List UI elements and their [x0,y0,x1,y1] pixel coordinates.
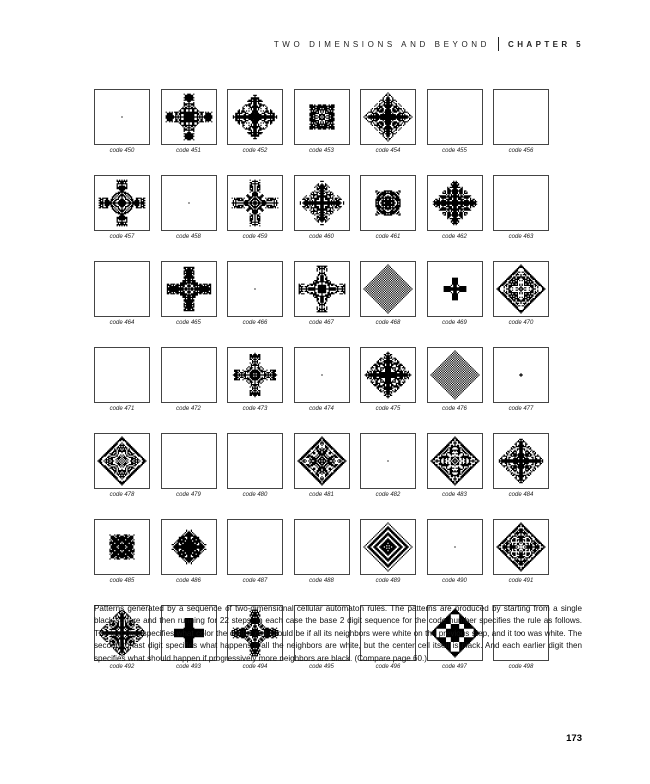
pattern-code-label: code 483 [442,492,467,498]
pattern-image [361,348,415,402]
pattern-image [295,90,349,144]
pattern-frame [94,519,150,575]
pattern-cell [427,347,483,413]
pattern-code-label: code 467 [309,320,334,326]
pattern-frame [161,519,217,575]
pattern-cell [360,175,416,241]
pattern-image [494,348,548,402]
pattern-cell [227,519,283,585]
pattern-frame [427,519,483,575]
pattern-image [228,262,282,316]
pattern-code-label: code 481 [309,492,334,498]
pattern-cell [294,519,350,585]
pattern-image [162,520,216,574]
pattern-code-label: code 461 [375,234,401,240]
pattern-frame [161,433,217,489]
pattern-frame [493,433,549,489]
pattern-frame [294,433,350,489]
pattern-code-label: code 452 [242,148,268,154]
pattern-code-label: code 450 [109,148,135,154]
pattern-code-label: code 482 [375,492,401,498]
pattern-cell [161,89,217,155]
pattern-cell [94,519,150,585]
pattern-grid [94,89,549,671]
pattern-image [295,176,349,230]
pattern-code-label: code 479 [176,492,201,498]
pattern-code-label: code 469 [442,320,467,326]
pattern-code-label: code 497 [442,664,467,670]
pattern-image [95,520,149,574]
chapter-title: CHAPTER 5 [508,39,584,49]
pattern-code-label: code 490 [442,578,467,584]
pattern-image [228,176,282,230]
pattern-code-label: code 488 [309,578,334,584]
pattern-code-label: code 460 [309,234,334,240]
header-divider [498,37,499,51]
pattern-image [428,90,482,144]
pattern-frame [427,175,483,231]
pattern-code-label: code 465 [176,320,201,326]
pattern-image [361,262,415,316]
pattern-cell [227,175,283,241]
pattern-code-label: code 487 [242,578,268,584]
pattern-frame [493,261,549,317]
pattern-code-label: code 493 [176,664,201,670]
pattern-image [228,520,282,574]
pattern-code-label: code 451 [176,148,201,154]
pattern-frame [360,261,416,317]
figure-caption: Patterns generated by a sequence of two-dimensional cellular automaton rules. The patterns are produced by starting from a single black square and then running for 22 steps. In each case the base 2 digit sequence for the code number specifies the rule as follows. The last digit specifies what color the center cell should be if all its neighbors were white on the previous step, and it too was white. The second-to-last digit specifies what happens if all the neighbors are white, but the center cell itself is black. And each earlier digit then specifies what should happen if progressively more neighbors are black. (Compare page 60.) [94,604,582,663]
pattern-image [295,520,349,574]
pattern-image [361,520,415,574]
pattern-cell [360,89,416,155]
pattern-frame [294,519,350,575]
pattern-code-label: code 484 [508,492,534,498]
pattern-cell [94,175,150,241]
pattern-code-label: code 457 [109,234,135,240]
pattern-cell [427,433,483,499]
pattern-frame [94,261,150,317]
pattern-cell [493,261,549,327]
pattern-frame [294,89,350,145]
pattern-image [428,176,482,230]
pattern-cell [427,261,483,327]
pattern-cell [294,175,350,241]
pattern-cell [161,519,217,585]
pattern-frame [427,433,483,489]
pattern-image [95,262,149,316]
pattern-code-label: code 491 [508,578,534,584]
pattern-code-label: code 486 [176,578,201,584]
pattern-image [428,434,482,488]
pattern-cell [94,433,150,499]
pattern-image [494,176,548,230]
pattern-code-label: code 496 [375,664,401,670]
pattern-frame [360,89,416,145]
pattern-frame [294,347,350,403]
pattern-frame [94,175,150,231]
pattern-frame [94,347,150,403]
pattern-frame [360,175,416,231]
pattern-cell [294,89,350,155]
pattern-image [95,90,149,144]
pattern-cell [94,89,150,155]
pattern-cell [161,175,217,241]
pattern-frame [227,519,283,575]
pattern-cell [493,433,549,499]
pattern-frame [427,261,483,317]
pattern-image [494,90,548,144]
pattern-cell [227,347,283,413]
pattern-image [95,434,149,488]
pattern-code-label: code 485 [109,578,135,584]
pattern-image [361,434,415,488]
pattern-cell [227,261,283,327]
pattern-cell [161,261,217,327]
running-header [274,37,584,51]
pattern-code-label: code 459 [242,234,268,240]
pattern-code-label: code 463 [508,234,534,240]
pattern-cell [294,261,350,327]
pattern-cell [227,89,283,155]
pattern-code-label: code 473 [242,406,268,412]
pattern-frame [227,347,283,403]
pattern-code-label: code 478 [109,492,135,498]
pattern-cell [360,261,416,327]
pattern-image [162,434,216,488]
pattern-code-label: code 455 [442,148,467,154]
pattern-cell [94,261,150,327]
pattern-cell [427,175,483,241]
pattern-cell [94,347,150,413]
pattern-frame [94,89,150,145]
pattern-cell [360,519,416,585]
pattern-frame [94,433,150,489]
pattern-code-label: code 471 [109,406,135,412]
pattern-image [95,176,149,230]
pattern-code-label: code 476 [442,406,467,412]
pattern-image [295,434,349,488]
pattern-code-label: code 454 [375,148,401,154]
pattern-code-label: code 477 [508,406,534,412]
pattern-image [494,262,548,316]
pattern-code-label: code 472 [176,406,201,412]
pattern-cell [161,433,217,499]
pattern-code-label: code 498 [508,664,534,670]
pattern-cell [294,433,350,499]
pattern-frame [227,433,283,489]
pattern-cell [427,519,483,585]
pattern-image [162,90,216,144]
section-title: TWO DIMENSIONS AND BEYOND [273,39,491,49]
pattern-cell [161,347,217,413]
pattern-image [494,434,548,488]
pattern-code-label: code 474 [309,406,334,412]
pattern-image [494,520,548,574]
pattern-image [228,348,282,402]
pattern-frame [427,347,483,403]
pattern-image [428,348,482,402]
pattern-frame [427,89,483,145]
pattern-image [228,434,282,488]
pattern-frame [493,519,549,575]
pattern-code-label: code 492 [109,664,135,670]
pattern-cell [360,347,416,413]
page-number: 173 [566,733,582,744]
pattern-code-label: code 458 [176,234,201,240]
pattern-cell [294,347,350,413]
pattern-cell [493,347,549,413]
pattern-frame [493,89,549,145]
pattern-cell [493,519,549,585]
pattern-cell [493,175,549,241]
pattern-image [162,176,216,230]
pattern-cell [227,433,283,499]
pattern-code-label: code 464 [109,320,135,326]
pattern-code-label: code 470 [508,320,534,326]
pattern-code-label: code 462 [442,234,467,240]
pattern-image [162,348,216,402]
pattern-frame [294,175,350,231]
pattern-frame [493,347,549,403]
pattern-code-label: code 489 [375,578,401,584]
pattern-image [361,90,415,144]
pattern-image [428,262,482,316]
pattern-image [428,520,482,574]
pattern-frame [227,261,283,317]
pattern-code-label: code 468 [375,320,401,326]
pattern-cell [493,89,549,155]
pattern-image [361,176,415,230]
pattern-frame [294,261,350,317]
pattern-code-label: code 466 [242,320,268,326]
pattern-frame [161,89,217,145]
pattern-code-label: code 494 [242,664,268,670]
pattern-code-label: code 456 [508,148,534,154]
pattern-frame [360,519,416,575]
pattern-code-label: code 453 [309,148,334,154]
pattern-frame [227,89,283,145]
pattern-frame [161,261,217,317]
pattern-image [295,348,349,402]
pattern-frame [360,433,416,489]
pattern-code-label: code 480 [242,492,268,498]
pattern-image [295,262,349,316]
pattern-image [162,262,216,316]
pattern-frame [161,175,217,231]
pattern-image [95,348,149,402]
pattern-frame [360,347,416,403]
pattern-frame [161,347,217,403]
pattern-code-label: code 475 [375,406,401,412]
pattern-cell [360,433,416,499]
pattern-frame [227,175,283,231]
pattern-image [228,90,282,144]
pattern-frame [493,175,549,231]
pattern-cell [427,89,483,155]
pattern-code-label: code 495 [309,664,334,670]
